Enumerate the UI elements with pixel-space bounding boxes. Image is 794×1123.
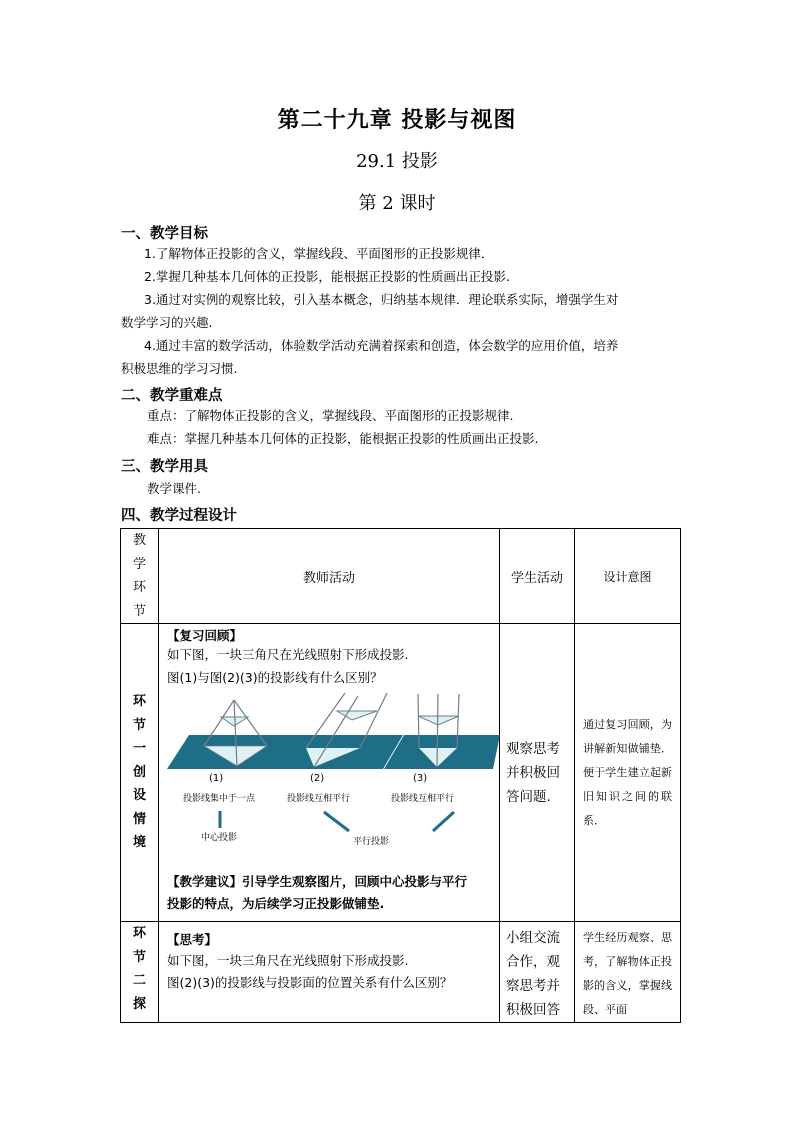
table-row [121,922,681,1023]
header-student: 学生活动 [500,529,575,624]
goal-item: 2.掌握几种基本几何体的正投影，能根据正投影的性质画出正投影. [144,269,510,284]
process-heading: 四、教学过程设计 [121,508,237,524]
review-label: 【复习回顾】 [167,628,243,643]
key-points-heading: 二、教学重难点 [121,388,223,404]
header-design: 设计意图 [575,529,681,624]
student-activity-two: 小组交流 合作，观 察思考并 积极回答 [500,922,575,1023]
diagonal-arrow-icon [433,812,454,831]
difficult-point-text: 掌握几种基本几何体的正投影，能根据正投影的性质画出正投影. [184,431,539,446]
review-question: 图(1)与图(2)(3)的投影线有什么区别？ [167,670,383,685]
goal-item: 3.通过对实例的观察比较，引入基本概念，归纳基本规律．理论联系实际，增强学生对 [144,292,619,307]
think-question: 图(2)(3)的投影线与投影面的位置关系有什么区别？ [167,975,453,990]
goal-item: 4.通过丰富的数学活动，体验数学活动充满着探索和创造，体会数学的应用价值，培养 [144,338,619,353]
tools-heading: 三、教学用具 [121,459,208,475]
stage-two: 环 节 二 探 [121,922,159,1023]
stage-one: 环 节 一 创 设 情 境 [121,624,159,922]
diagonal-arrow-icon [324,812,349,831]
section-subtitle: 29.1 投影 [356,151,438,172]
design-intent-one: 通过复习回顾，为讲解新知做铺垫．便于学生建立起新旧知识之间的联系． [575,624,681,922]
header-stage: 教 学 环 节 [121,529,159,624]
figure-orthogonal-projection [384,694,500,769]
student-activity-one: 观察思考 并积极回 答问题. [500,624,575,922]
difficult-point [147,428,539,450]
table-header-row [121,529,681,624]
review-line: 如下图，一块三角尺在光线照射下形成投影. [167,647,409,662]
figure-label-1: (1) [209,773,224,784]
goals-heading: 一、教学目标 [121,226,208,242]
goal-item-continuation: 积极思维的学习习惯. [121,361,238,376]
teacher-activity-two [159,922,500,1023]
process-table [120,528,681,1023]
triangle-ruler-icon [337,711,377,720]
goal-item: 1.了解物体正投影的含义，掌握线段、平面图形的正投影规律． [144,246,494,261]
figure-caption-3: 投影线互相平行 [391,794,455,804]
figure-caption-2: 投影线互相平行 [287,794,351,804]
tools-text: 教学课件. [147,481,201,496]
table-row [121,624,681,922]
teacher-activity-one [159,624,500,922]
key-point-label: 重点： [147,408,185,423]
key-point-text: 了解物体正投影的含义，掌握线段、平面图形的正投影规律. [184,408,514,423]
figure-label-3: (3) [413,773,428,784]
figure-caption-1: 投影线集中于一点 [183,794,256,804]
difficult-point-label: 难点： [147,431,185,446]
figure-oblique-projection [276,693,403,769]
think-label: 【思考】 [167,932,218,947]
teaching-suggestion: 【教学建议】引导学生观察图片，回顾中心投影与平行 投影的特点，为后续学习正投影做铺垫. [167,874,468,911]
parallel-projection-label: 平行投影 [353,837,390,847]
think-line: 如下图，一块三角尺在光线照射下形成投影. [167,953,409,968]
figure-label-2: (2) [310,773,325,784]
design-intent-two: 学生经历观察、思考，了解物体正投影的含义，掌握线段、平面 [575,922,681,1023]
header-teacher: 教师活动 [159,529,500,624]
goal-item-continuation: 数学学习的兴趣. [121,315,213,330]
figure-central-projection [167,700,299,769]
central-projection-label: 中心投影 [201,833,238,843]
triangle-ruler-icon [418,716,459,725]
page-title: 第二十九章 投影与视图 [277,108,517,133]
key-point [147,405,514,427]
lesson-number: 第 2 课时 [358,193,436,214]
